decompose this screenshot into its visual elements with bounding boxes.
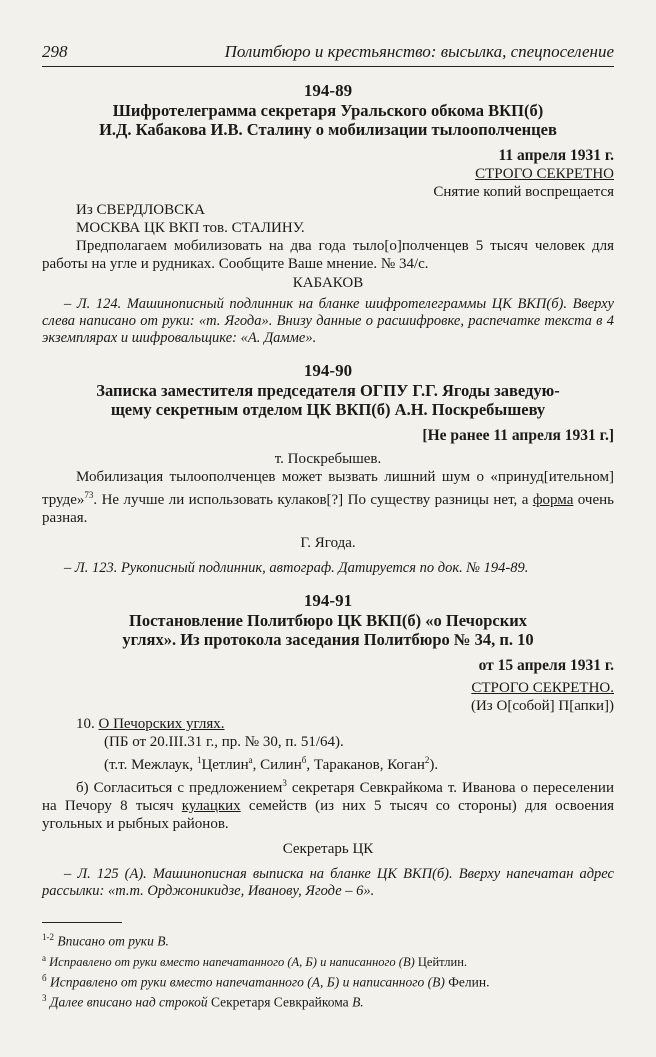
document-number: 194-89 xyxy=(303,81,353,100)
footnote-separator xyxy=(42,922,122,923)
item-number: 10. xyxy=(76,716,95,732)
archival-note: – Л. 123. Рукописный подлинник, автограф. Датируется по док. № 194-89. xyxy=(64,560,529,576)
text-part: , Тараканов, Коган xyxy=(306,757,425,773)
footnote-text: Исправлено от руки вместо напечатанного (А, Б) и написанного (В) xyxy=(49,974,445,990)
body-part: . Не лучше ли использовать кулаков[?] По существу разницы нет, а xyxy=(93,492,533,508)
document-194-91 xyxy=(42,591,614,900)
footnote-text: В. xyxy=(352,994,364,1010)
classification-stamp xyxy=(42,679,614,697)
footnote-b xyxy=(42,970,614,991)
classification: СТРОГО СЕКРЕТНО. xyxy=(471,680,614,696)
footnote-ref: 1 xyxy=(196,755,202,765)
document-194-90 xyxy=(42,361,614,577)
classification: СТРОГО СЕКРЕТНО xyxy=(475,166,614,182)
book-page xyxy=(42,42,614,1011)
page-number: 298 xyxy=(42,42,68,61)
recipient: МОСКВА ЦК ВКП тов. СТАЛИНУ. xyxy=(76,220,305,236)
footnote-a xyxy=(42,950,614,970)
body-text xyxy=(42,468,614,527)
footnote-name: Цейтлин. xyxy=(417,954,468,969)
title-line: Записка заместителя председателя ОГПУ Г.Г. Ягоды заведую- xyxy=(96,381,560,400)
title-line: И.Д. Кабакова И.В. Сталину о мобилизации тылоополченцев xyxy=(99,120,557,139)
text-part: ). xyxy=(429,757,439,773)
body-part: Мобилизация тылоополченцев может вызвать лишний шум о «принуд[ительном] труде» xyxy=(42,469,614,508)
page-header xyxy=(42,42,614,62)
document-date: [Не ранее 11 апреля 1931 г.] xyxy=(422,427,614,444)
text-part: (т.т. Межлаук, xyxy=(104,757,197,773)
footnote-3 xyxy=(42,990,614,1011)
footnote-mark: 3 xyxy=(42,993,47,1004)
attendees-line xyxy=(42,751,614,774)
footnote-ref: 2 xyxy=(424,755,430,765)
sender: Из СВЕРДЛОВСКА xyxy=(76,202,205,218)
body-part: секретаря Севкрайкома т. Иванова о переселении на Печору 8 тысяч xyxy=(42,780,614,814)
body-part: б) Согласиться с предложением xyxy=(76,780,283,796)
underlined-word: кулацких xyxy=(181,798,241,814)
archival-note: – Л. 125 (А). Машинописная выписка на бланке ЦК ВКП(б). Вверху напечатан адрес рассылки: «т.т. Орджоникидзе, Иванову, Ягоде – 6». xyxy=(42,866,614,899)
footnote-mark: б xyxy=(42,972,47,983)
footnote-text: Далее вписано над строкой xyxy=(49,994,208,1010)
title-line: углях». Из протокола заседания Политбюро № 34, п. 10 xyxy=(122,630,534,649)
document-194-89 xyxy=(42,81,614,347)
document-date: 11 апреля 1931 г. xyxy=(498,147,614,164)
classification-stamp xyxy=(42,165,614,183)
body-part: очень разная. xyxy=(42,492,614,526)
running-title: Политбюро и крестьянство: высылка, спецпоселение xyxy=(224,42,614,61)
underlined-word: форма xyxy=(532,492,574,508)
body-text xyxy=(42,774,614,833)
item-title: О Печорских углях. xyxy=(98,716,225,732)
title-line: Постановление Политбюро ЦК ВКП(б) «о Печорских xyxy=(129,611,527,630)
document-number: 194-90 xyxy=(303,361,353,380)
signature: Секретарь ЦК xyxy=(282,841,374,857)
text-part: , Силин xyxy=(252,757,302,773)
source-folder: (Из О[собой] П[апки]) xyxy=(470,698,614,714)
reference-line: (ПБ от 20.III.31 г., пр. № 30, п. 51/64). xyxy=(104,734,344,750)
footnote-text: Исправлено от руки вместо напечатанного (А, Б) и написанного (В) xyxy=(49,954,415,969)
document-title xyxy=(42,611,614,649)
footnote-ref: б xyxy=(301,755,307,765)
document-number: 194-91 xyxy=(303,591,353,610)
footnote-mark: 1-2 xyxy=(42,932,54,942)
document-title xyxy=(42,101,614,139)
item-heading xyxy=(42,715,614,733)
footnote-mark: а xyxy=(42,952,46,963)
document-date: от 15 апреля 1931 г. xyxy=(478,657,614,674)
body-text: Предполагаем мобилизовать на два года тыло[о]полченцев 5 тысяч человек для работы на угле и рудниках. Сообщите Ваше мнение. № 34/с. xyxy=(42,238,614,272)
footnote-ref: а xyxy=(248,755,253,765)
title-line: Шифротелеграмма секретаря Уральского обкома ВКП(б) xyxy=(112,101,544,120)
signature: КАБАКОВ xyxy=(292,275,364,291)
document-title xyxy=(42,381,614,419)
title-line: щему секретным отделом ЦК ВКП(б) А.Н. Поскребышеву xyxy=(110,400,546,419)
signature: Г. Ягода. xyxy=(300,535,356,551)
footnote-name: Фелин. xyxy=(448,974,490,990)
archival-note: – Л. 124. Машинописный подлинник на бланке шифротелеграммы ЦК ВКП(б). Вверху слева написано от руки: «т. Ягода». Внизу данные о расшифровке, распечатке текста в 4 экземплярах и шифровальщике: «А. Дамме». xyxy=(42,296,614,346)
footnote-inserted-text: Секретаря Севкрайкома xyxy=(210,994,349,1010)
footnote-ref: 3 xyxy=(282,778,287,788)
footnote-1-2 xyxy=(42,929,614,950)
footnotes xyxy=(42,929,614,1011)
text-part: Цетлин xyxy=(201,757,249,773)
copy-restriction: Снятие копий воспрещается xyxy=(433,184,614,200)
footnote-ref: 73 xyxy=(84,490,94,500)
body-part: семейств (из них 5 тысяч со стороны) для освоения угольных и рыбных районов. xyxy=(42,798,614,832)
footnote-text: Вписано от руки В. xyxy=(57,933,169,949)
header-rule xyxy=(42,66,614,67)
addressee: т. Поскребышев. xyxy=(274,451,382,467)
